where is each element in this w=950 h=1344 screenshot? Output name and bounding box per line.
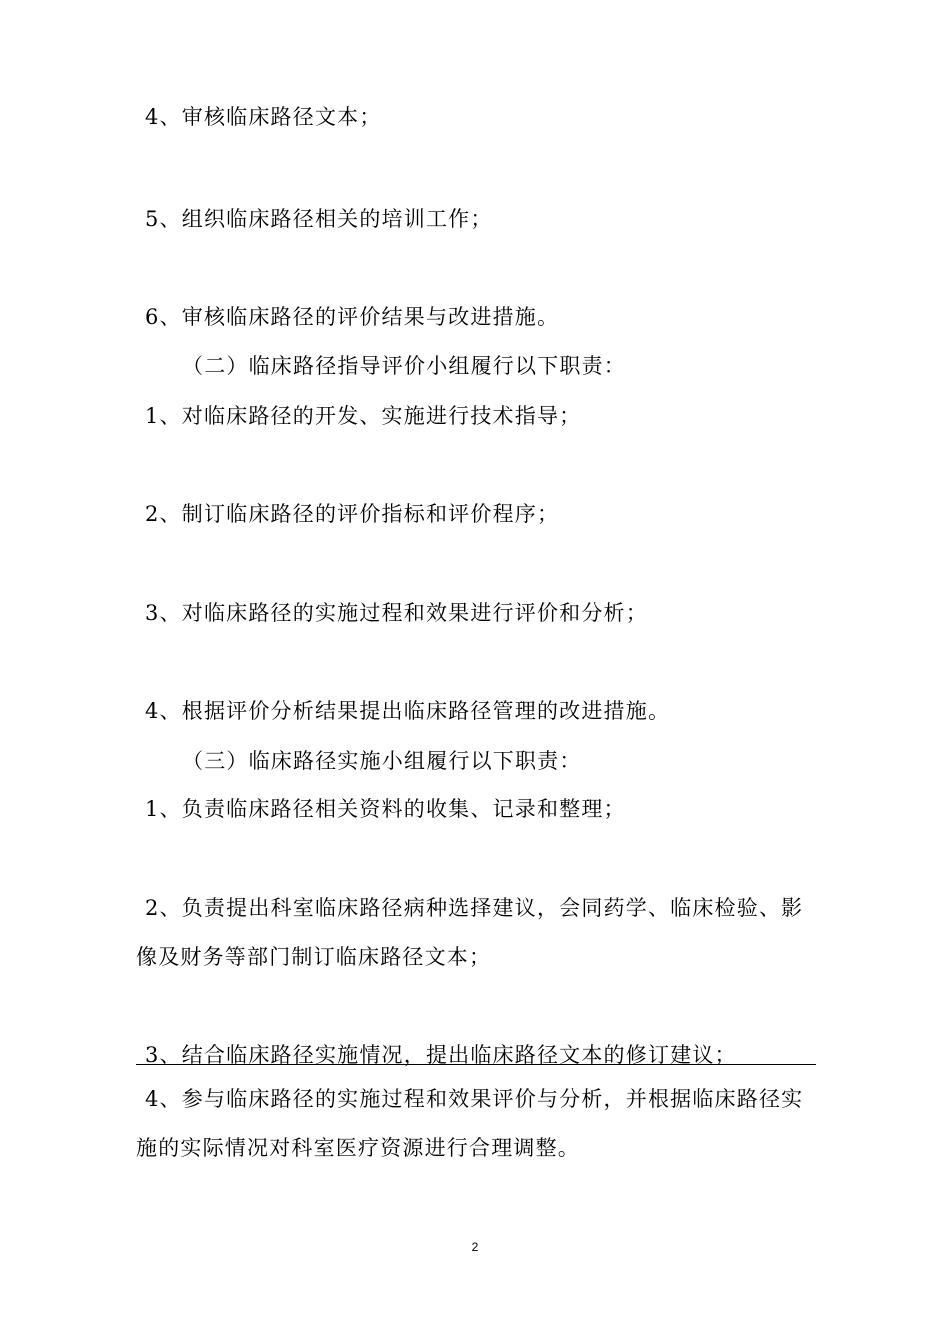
section-heading-3-implementation-group: （三）临床路径实施小组履行以下职责： — [182, 749, 582, 773]
paragraph-item-4-continuation: 施的实际情况对科室医疗资源进行合理调整。 — [136, 1136, 580, 1160]
paragraph-item-2-continuation: 像及财务等部门制订临床路径文本； — [136, 945, 492, 969]
paragraph-item-3-evaluate-analysis: 3、对临床路径的实施过程和效果进行评价和分析； — [145, 601, 648, 625]
paragraph-item-1-technical-guidance: 1、对临床路径的开发、实施进行技术指导； — [145, 404, 582, 428]
paragraph-item-1-data-collection: 1、负责临床路径相关资料的收集、记录和整理； — [145, 797, 626, 821]
paragraph-item-3-revision-suggestions: 3、结合临床路径实施情况，提出临床路径文本的修订建议； — [145, 1043, 737, 1067]
paragraph-item-2-evaluation-indicators: 2、制订临床路径的评价指标和评价程序； — [145, 502, 560, 526]
paragraph-item-4-review-text: 4、审核临床路径文本； — [145, 105, 382, 129]
paragraph-item-4-participate-evaluation: 4、参与临床路径的实施过程和效果评价与分析，并根据临床路径实 — [145, 1087, 804, 1111]
paragraph-item-6-review-evaluation: 6、审核临床路径的评价结果与改进措施。 — [145, 305, 560, 329]
text-underline-rule — [136, 1064, 816, 1065]
page-number: 2 — [471, 1240, 479, 1254]
section-heading-2-guidance-group: （二）临床路径指导评价小组履行以下职责： — [182, 354, 626, 378]
paragraph-item-4-improvement-measures: 4、根据评价分析结果提出临床路径管理的改进措施。 — [145, 699, 671, 723]
paragraph-item-5-organize-training: 5、组织临床路径相关的培训工作； — [145, 207, 493, 231]
paragraph-item-2-disease-selection: 2、负责提出科室临床路径病种选择建议，会同药学、临床检验、影 — [145, 896, 804, 920]
